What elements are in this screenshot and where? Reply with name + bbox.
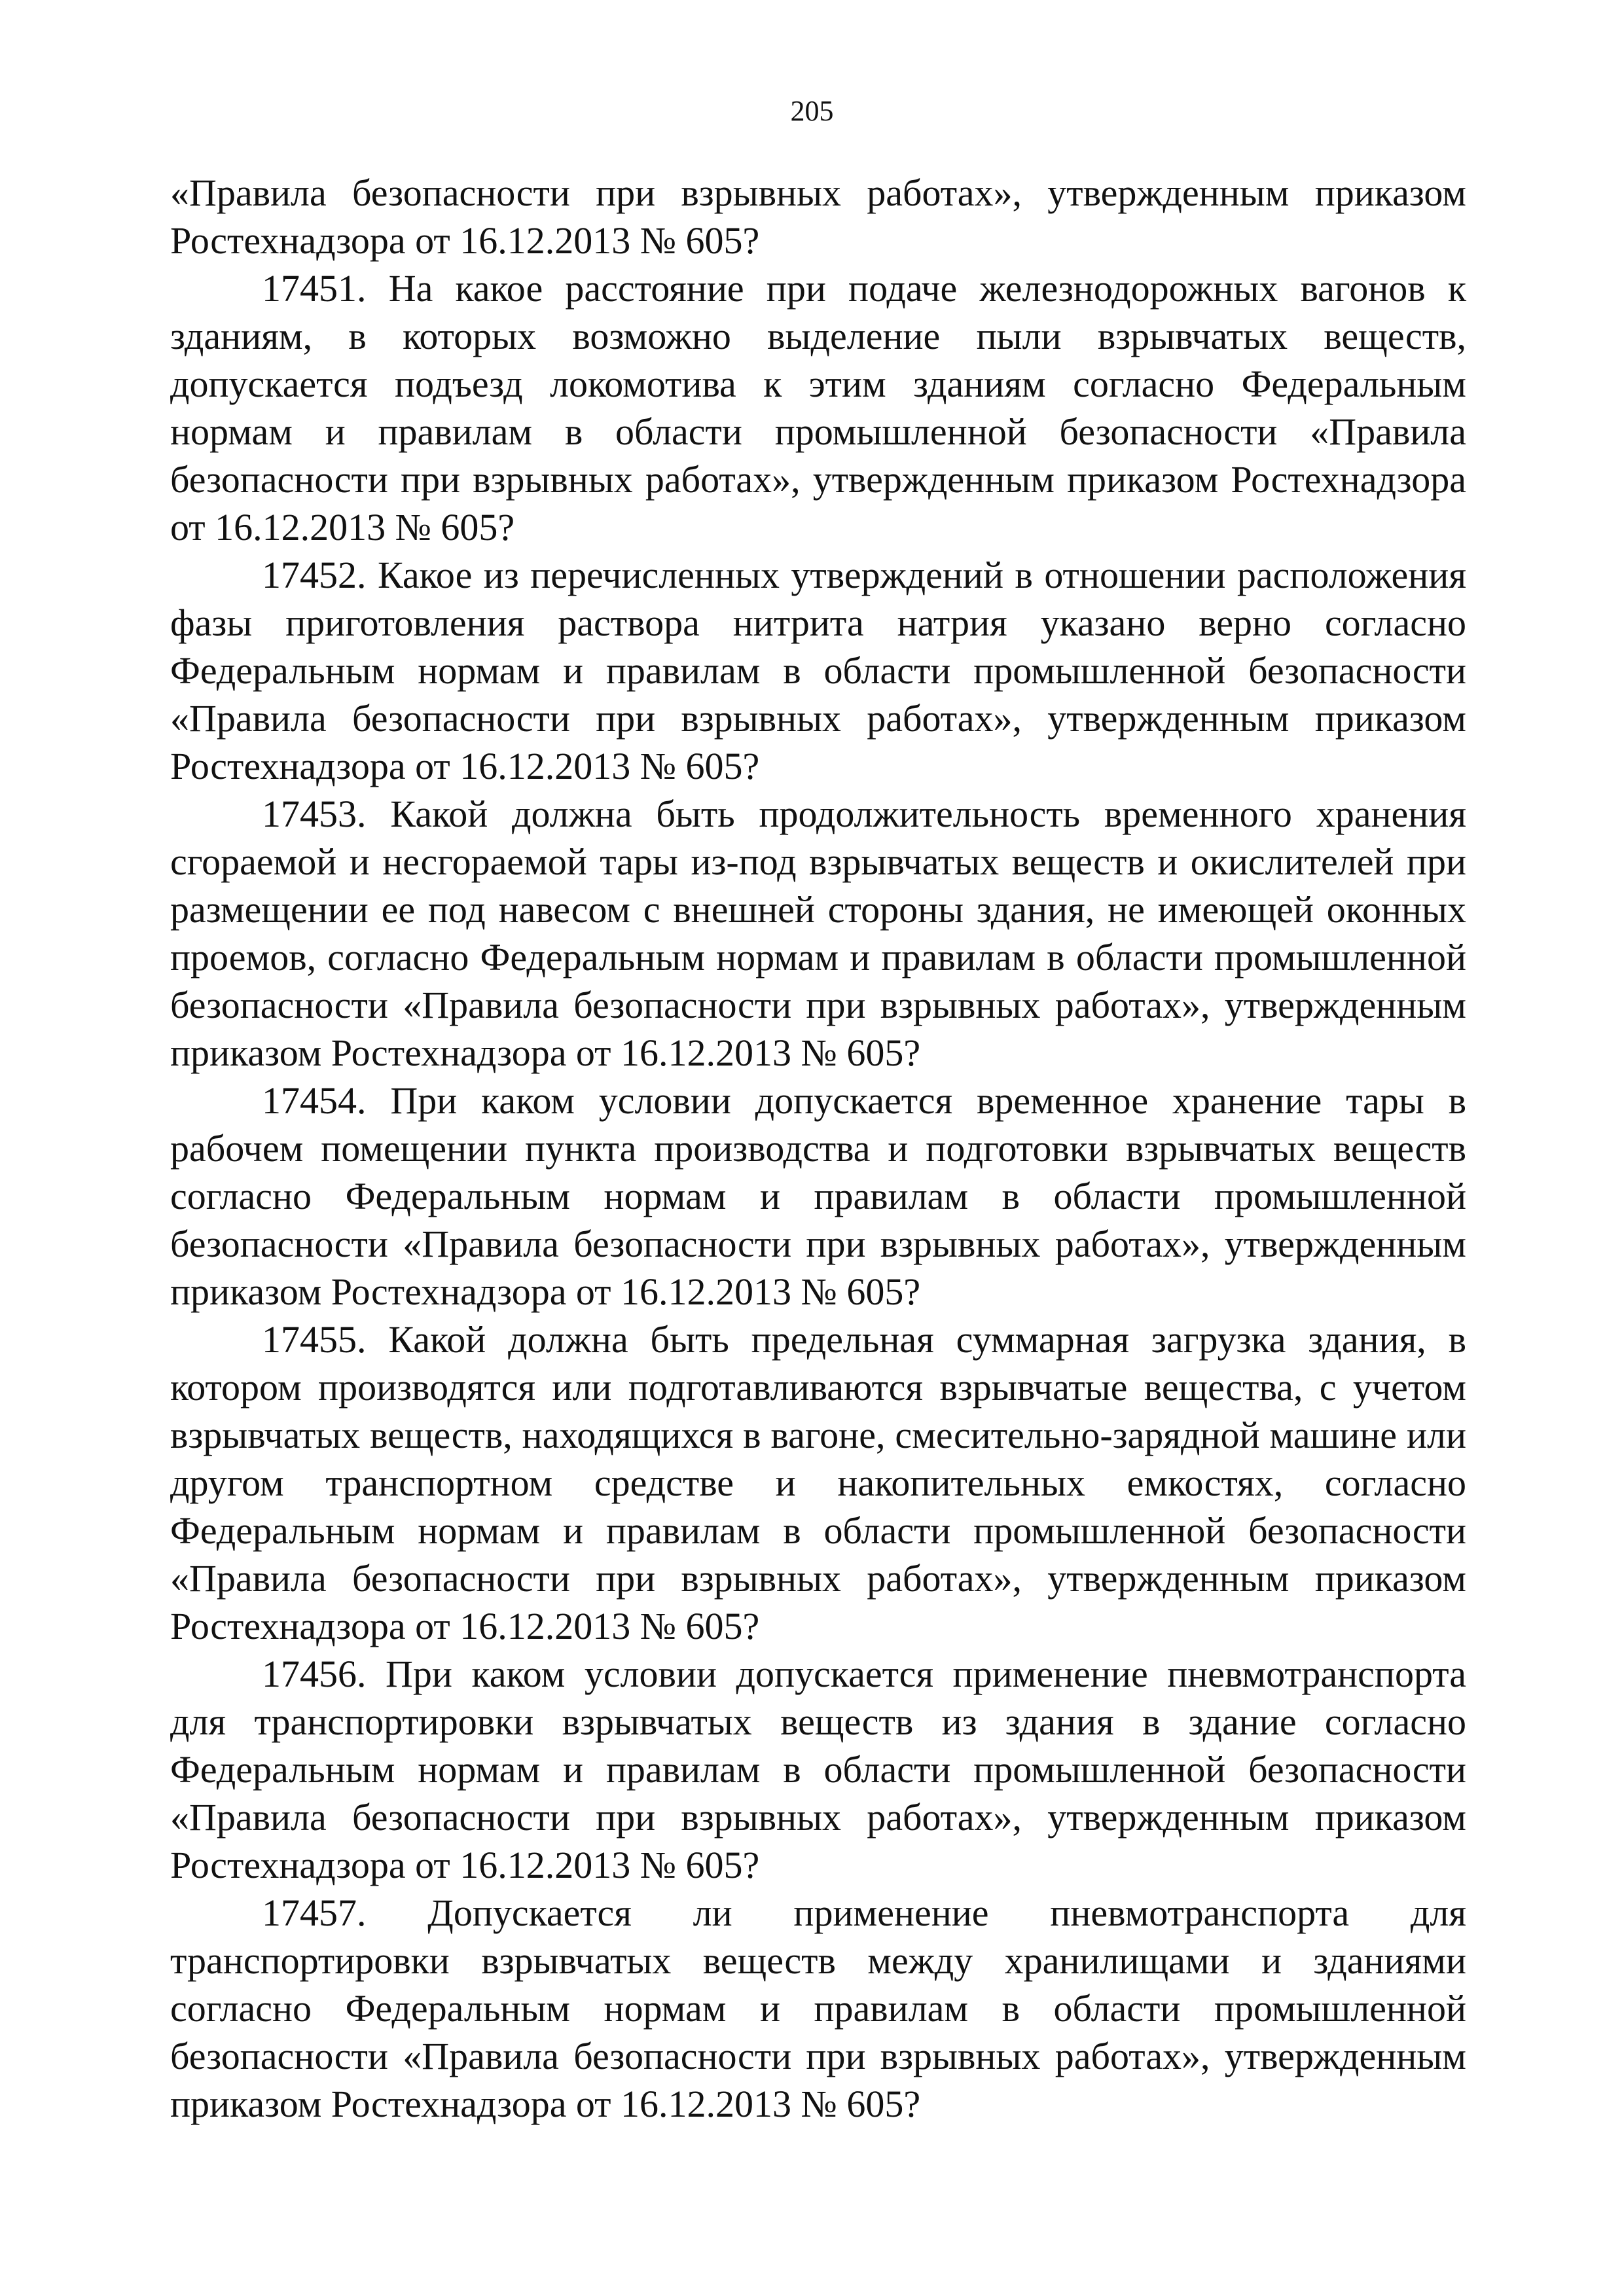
question-17456 [170,1650,1466,1889]
question-17457 [170,1889,1466,2128]
question-text: При каком условии допускается временное хранение тары в рабочем помещении пункта производства и подготовки взрывчатых веществ согласно Федеральным нормам и правилам в области промышленной безопасности «Правила безопасности при взрывных работах», утвержденным приказом Ростехнадзора от 16.12.2013 № 605? [170,1079,1467,1313]
paragraph-text: «Правила безопасности при взрывных работах», утвержденным приказом Ростехнадзора от 16.12.2013 № 605? [170,171,1466,262]
question-text: Какое из перечисленных утверждений в отношении расположения фазы приготовления раствора нитрита натрия указано верно согласно Федеральным нормам и правилам в области промышленной безопасности «Правила безопасности при взрывных работах», утвержденным приказом Ростехнадзора от 16.12.2013 № 605? [170,554,1466,787]
paragraph-continuation [170,169,1466,264]
question-17455 [170,1316,1466,1650]
question-text: Какой должна быть предельная суммарная загрузка здания, в котором производятся или подготавливаются взрывчатые вещества, с учетом взрывчатых веществ, находящихся в вагоне, смесительно-зарядной машине или другом транспортном средстве и накопительных емкостях, согласно Федеральным нормам и правилам в области промышленной безопасности «Правила безопасности при взрывных работах», утвержденным приказом Ростехнадзора от 16.12.2013 № 605? [170,1318,1467,1647]
question-number: 17452. [262,554,367,596]
question-17453 [170,790,1466,1077]
question-number: 17454. [262,1079,367,1122]
question-17454 [170,1077,1466,1316]
question-17452 [170,551,1466,790]
question-text: Допускается ли применение пневмотранспорта для транспортировки взрывчатых веществ между хранилищами и зданиями согласно Федеральным нормам и правилам в области промышленной безопасности «Правила безопасности при взрывных работах», утвержденным приказом Ростехнадзора от 16.12.2013 № 605? [170,1892,1467,2125]
question-text: На какое расстояние при подаче железнодорожных вагонов к зданиям, в которых возможно выделение пыли взрывчатых веществ, допускается подъезд локомотива к этим зданиям согласно Федеральным нормам и правилам в области промышленной безопасности «Правила безопасности при взрывных работах», утвержденным приказом Ростехнадзора от 16.12.2013 № 605? [170,267,1466,548]
question-number: 17457. [262,1892,367,1934]
question-number: 17451. [262,267,367,310]
question-text: При каком условии допускается применение пневмотранспорта для транспортировки взрывчатых веществ из здания в здание согласно Федеральным нормам и правилам в области промышленной безопасности «Правила безопасности при взрывных работах», утвержденным приказом Ростехнадзора от 16.12.2013 № 605? [170,1653,1466,1886]
question-number: 17455. [262,1318,367,1361]
document-body [170,169,1466,2128]
question-number: 17453. [262,793,367,835]
page-number: 205 [790,95,834,127]
question-text: Какой должна быть продолжительность временного хранения сгораемой и несгораемой тары из-под взрывчатых веществ и окислителей при размещении ее под навесом с внешней стороны здания, не имеющей оконных проемов, согласно Федеральным нормам и правилам в области промышленной безопасности «Правила безопасности при взрывных работах», утвержденным приказом Ростехнадзора от 16.12.2013 № 605? [170,793,1466,1074]
question-17451 [170,264,1466,551]
question-number: 17456. [262,1653,367,1695]
